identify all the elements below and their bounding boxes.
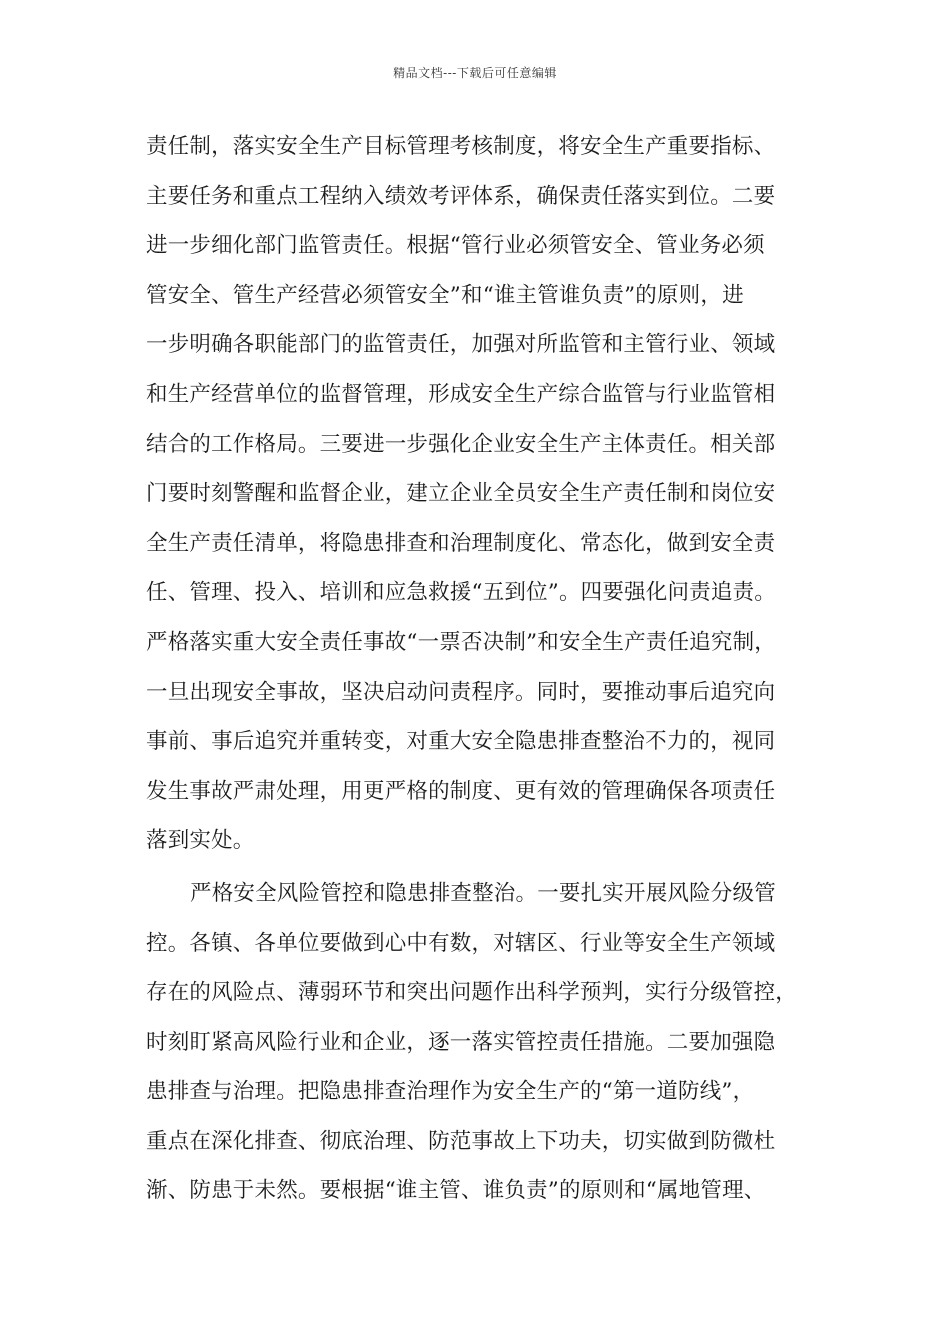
text-line: 一步明确各职能部门的监管责任，加强对所监管和主管行业、领域	[146, 332, 776, 358]
text-line: 全生产责任清单，将隐患排查和治理制度化、常态化，做到安全责	[146, 530, 776, 556]
text-line: 任、管理、投入、培训和应急救援“五到位”。四要强化问责追责。	[146, 580, 776, 606]
text-line: 结合的工作格局。三要进一步强化企业安全生产主体责任。相关部	[146, 431, 776, 457]
text-line: 控。各镇、各单位要做到心中有数，对辖区、行业等安全生产领域	[146, 930, 776, 956]
text-line: 时刻盯紧高风险行业和企业，逐一落实管控责任措施。二要加强隐	[146, 1029, 776, 1055]
text-line: 和生产经营单位的监督管理，形成安全生产综合监管与行业监管相	[146, 381, 776, 407]
text-line: 落到实处。	[146, 828, 255, 854]
text-line: 严格安全风险管控和隐患排查整治。一要扎实开展风险分级管	[190, 880, 776, 906]
text-line: 渐、防患于未然。要根据“谁主管、谁负责”的原则和“属地管理、	[146, 1178, 766, 1204]
text-line: 重点在深化排查、彻底治理、防范事故上下功夫，切实做到防微杜	[146, 1128, 776, 1154]
text-line: 患排查与治理。把隐患排查治理作为安全生产的“第一道防线”，	[146, 1079, 755, 1105]
text-line: 事前、事后追究并重转变，对重大安全隐患排查整治不力的，视同	[146, 729, 776, 755]
text-line: 进一步细化部门监管责任。根据“管行业必须管安全、管业务必须	[146, 233, 765, 259]
document-body	[146, 122, 826, 1216]
text-line: 严格落实重大安全责任事故“一票否决制”和安全生产责任追究制，	[146, 629, 776, 655]
text-line: 门要时刻警醒和监督企业，建立企业全员安全生产责任制和岗位安	[146, 481, 776, 507]
text-line: 存在的风险点、薄弱环节和突出问题作出科学预判，实行分级管控，	[146, 980, 798, 1006]
text-line: 一旦出现安全事故，坚决启动问责程序。同时，要推动事后追究向	[146, 679, 776, 705]
text-line: 责任制，落实安全生产目标管理考核制度，将安全生产重要指标、	[146, 134, 776, 159]
paragraph	[146, 869, 826, 1216]
text-line: 发生事故严肃处理，用更严格的制度、更有效的管理确保各项责任	[146, 778, 776, 804]
text-line: 主要任务和重点工程纳入绩效考评体系，确保责任落实到位。二要	[146, 183, 776, 209]
page-header: 精品文档---下载后可任意编辑	[393, 66, 557, 80]
text-line: 管安全、管生产经营必须管安全”和“谁主管谁负责”的原则，进	[146, 282, 744, 308]
paragraph	[146, 122, 826, 866]
